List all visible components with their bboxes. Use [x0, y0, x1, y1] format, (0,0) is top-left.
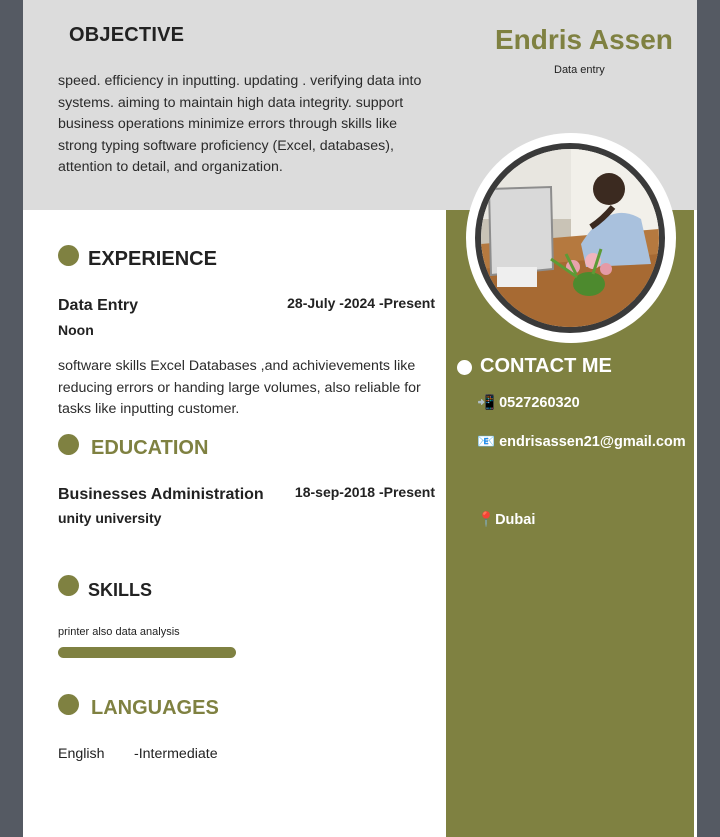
contact-location: [477, 511, 535, 528]
profile-photo: [475, 143, 665, 333]
language-name: English: [58, 746, 105, 762]
phone-icon: 📲: [477, 395, 496, 411]
education-bullet: [58, 434, 79, 455]
language-level: -Intermediate: [134, 746, 218, 762]
contact-phone[interactable]: [477, 394, 580, 411]
languages-bullet: [58, 694, 79, 715]
contact-bullet: [457, 360, 472, 375]
email-address: endrisassen21@gmail.com: [499, 434, 686, 450]
degree-title: Businesses Administration: [58, 486, 264, 503]
person-name: Endris Assen: [495, 24, 673, 55]
phone-number: 0527260320: [499, 395, 580, 411]
objective-title: OBJECTIVE: [69, 24, 185, 46]
email-icon: 📧: [477, 434, 496, 450]
company-name: Noon: [58, 322, 94, 338]
job-description: software skills Excel Databases ,and achivievements like reducing errors or handing large volumes, also reliable for tasks like inputting customer.: [58, 358, 421, 418]
location-text: Dubai: [495, 512, 536, 528]
location-pin-icon: 📍: [477, 512, 496, 528]
contact-email[interactable]: [477, 433, 686, 450]
school-name: unity university: [58, 510, 162, 526]
resume-page: [23, 0, 697, 837]
contact-title: CONTACT ME: [480, 355, 612, 377]
education-title: EDUCATION: [91, 437, 209, 459]
job-dates: 28-July -2024 -Present: [287, 295, 435, 311]
experience-bullet: [58, 245, 79, 266]
skill-item: printer also data analysis: [58, 626, 180, 638]
languages-title: LANGUAGES: [91, 697, 219, 719]
experience-title: EXPERIENCE: [88, 248, 217, 270]
profile-photo-illustration: [481, 149, 659, 327]
skill-level-bar: [58, 647, 236, 658]
education-dates: 18-sep-2018 -Present: [294, 484, 435, 500]
job-title: Data Entry: [58, 297, 139, 314]
objective-text: speed. efficiency in inputting. updating . verifying data into systems. aiming to maintain high data integrity. support business operations minimize errors through skills like strong typing software proficiency (Excel, databases), attention to detail, and organization.: [58, 73, 422, 176]
skills-title: SKILLS: [88, 580, 153, 600]
person-role: Data entry: [554, 64, 605, 76]
skills-bullet: [58, 575, 79, 596]
